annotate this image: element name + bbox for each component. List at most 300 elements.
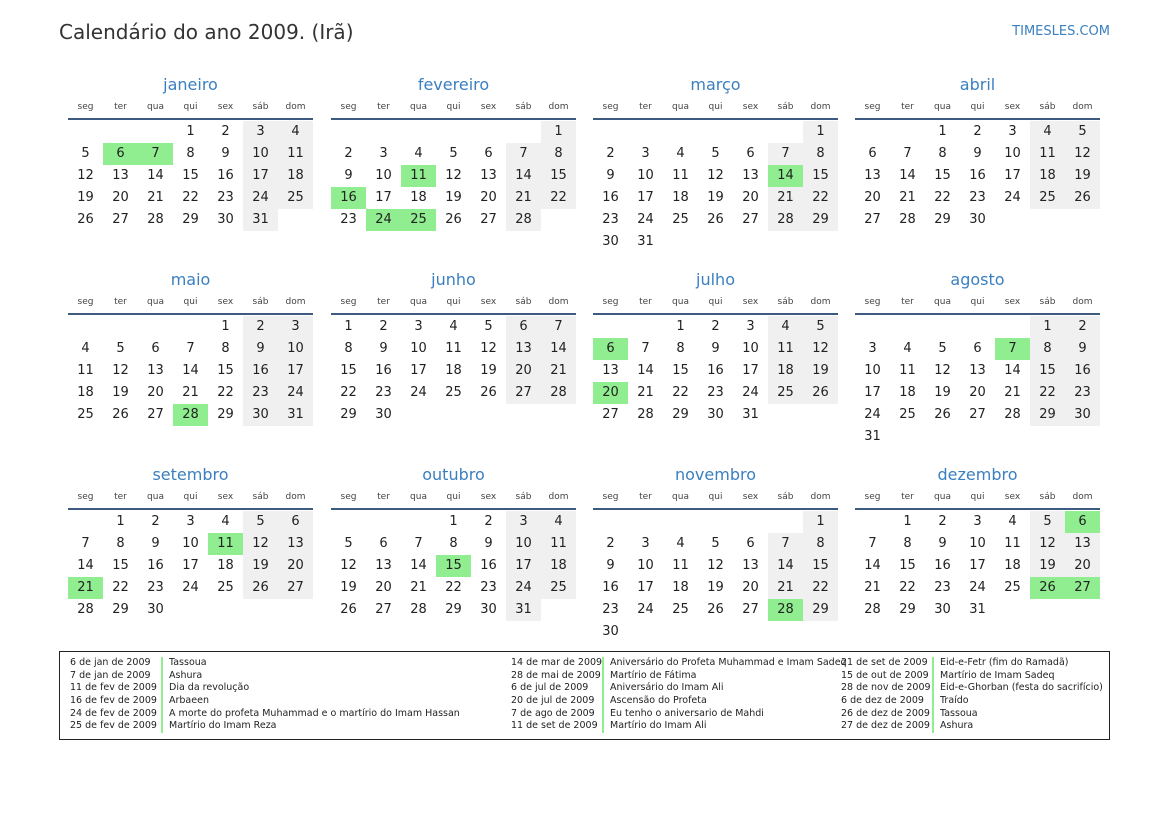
holiday-date: 6 de jan de 2009 (70, 657, 151, 668)
day-cell: 16 (147, 558, 164, 573)
day-grid (68, 511, 313, 621)
day-cell: 6 (868, 146, 877, 161)
month-agosto (855, 269, 1100, 448)
holiday-entry (841, 695, 1103, 708)
day-cell: 14 (541, 338, 576, 360)
day-cell: 17 (637, 580, 654, 595)
day-cell: 21 (541, 360, 576, 382)
day-cell: 18 (672, 190, 689, 205)
holiday-date: 7 de ago de 2009 (511, 707, 595, 719)
day-cell: 5 (803, 316, 838, 338)
day-cell: 8 (803, 533, 838, 555)
weekday-label: seg (602, 297, 619, 307)
holiday-name: Martírio do Imam Reza (169, 720, 277, 732)
weekday-label: seg (602, 102, 619, 112)
holiday-day-cell: 15 (436, 555, 471, 577)
holiday-marker (932, 708, 934, 721)
day-cell: 11 (1004, 536, 1021, 551)
day-cell: 31 (637, 234, 654, 249)
day-cell: 9 (221, 146, 230, 161)
holiday-date: 15 de out de 2009 (841, 669, 929, 681)
day-cell: 6 (746, 146, 755, 161)
holiday-marker (932, 682, 934, 695)
month-janeiro (68, 74, 313, 231)
day-cell: 19 (480, 363, 497, 378)
day-cell: 7 (903, 146, 912, 161)
holiday-day-cell: 6 (103, 143, 138, 165)
day-cell: 11 (768, 338, 803, 360)
holiday-column-1 (70, 657, 460, 733)
day-cell: 18 (1004, 558, 1021, 573)
day-cell: 17 (375, 190, 392, 205)
day-cell: 27 (375, 602, 392, 617)
day-cell: 19 (1065, 165, 1100, 187)
day-cell: 8 (1030, 338, 1065, 360)
day-cell: 18 (768, 360, 803, 382)
day-cell: 22 (182, 190, 199, 205)
holiday-date: 16 de fev de 2009 (70, 695, 157, 707)
day-cell: 28 (768, 209, 803, 231)
day-grid (68, 316, 313, 426)
empty-cell (506, 121, 541, 143)
day-cell: 20 (742, 580, 759, 595)
day-cell: 21 (768, 577, 803, 599)
day-cell: 30 (480, 602, 497, 617)
day-cell: 7 (506, 143, 541, 165)
day-cell: 30 (243, 404, 278, 426)
day-cell: 28 (410, 602, 427, 617)
holiday-name: A morte do profeta Muhammad e o martírio do Imam Hassan (169, 707, 460, 719)
day-cell: 21 (1004, 385, 1021, 400)
day-cell: 25 (672, 602, 689, 617)
weekday-label: sex (480, 492, 497, 502)
weekday-label: seg (602, 492, 619, 502)
day-cell: 17 (742, 363, 759, 378)
day-cell: 16 (969, 168, 986, 183)
day-cell: 14 (182, 363, 199, 378)
day-cell: 26 (77, 212, 94, 227)
day-cell: 8 (449, 536, 458, 551)
weekday-header (855, 291, 1100, 315)
holiday-date: 20 de jul de 2009 (511, 695, 595, 707)
weekday-header (593, 291, 838, 315)
empty-cell (960, 316, 995, 338)
empty-cell (173, 316, 208, 338)
day-cell: 31 (278, 404, 313, 426)
day-cell: 20 (375, 580, 392, 595)
weekday-label: sáb (1039, 492, 1056, 502)
day-cell: 16 (375, 363, 392, 378)
day-cell: 26 (480, 385, 497, 400)
day-cell: 1 (116, 514, 125, 529)
day-cell: 26 (340, 602, 357, 617)
day-cell: 26 (707, 212, 724, 227)
day-cell: 13 (506, 338, 541, 360)
month-maio (68, 269, 313, 426)
weekday-header (855, 96, 1100, 120)
empty-cell (366, 511, 401, 533)
day-cell: 5 (449, 146, 458, 161)
day-cell: 10 (637, 168, 654, 183)
day-cell: 11 (672, 168, 689, 183)
day-cell: 25 (1030, 187, 1065, 209)
day-cell: 15 (672, 363, 689, 378)
holiday-day-cell: 26 (1030, 577, 1065, 599)
weekday-label: dom (1072, 492, 1093, 502)
day-cell: 9 (243, 338, 278, 360)
day-cell: 22 (541, 187, 576, 209)
holiday-day-cell: 7 (995, 338, 1030, 360)
day-cell: 15 (541, 165, 576, 187)
day-cell: 14 (506, 165, 541, 187)
month-name: junho (431, 270, 476, 289)
day-cell: 10 (375, 168, 392, 183)
day-cell: 12 (445, 168, 462, 183)
empty-cell (698, 121, 733, 143)
day-cell: 4 (81, 341, 90, 356)
day-cell: 23 (1065, 382, 1100, 404)
day-cell: 9 (938, 536, 947, 551)
day-cell: 9 (484, 536, 493, 551)
weekday-label: seg (864, 297, 881, 307)
weekday-label: dom (810, 297, 831, 307)
weekday-label: qui (970, 102, 985, 112)
holiday-entry (511, 682, 847, 695)
month-name: setembro (152, 465, 229, 484)
weekday-label: sex (1004, 492, 1021, 502)
day-cell: 10 (637, 558, 654, 573)
day-cell: 18 (77, 385, 94, 400)
weekday-label: sex (480, 102, 497, 112)
day-cell: 27 (602, 407, 619, 422)
day-cell: 20 (742, 190, 759, 205)
day-cell: 10 (969, 536, 986, 551)
holiday-entry (70, 657, 460, 670)
day-cell: 28 (864, 602, 881, 617)
day-cell: 24 (742, 385, 759, 400)
day-cell: 13 (375, 558, 392, 573)
day-cell: 14 (77, 558, 94, 573)
day-cell: 18 (672, 580, 689, 595)
day-cell: 25 (217, 580, 234, 595)
day-cell: 23 (969, 190, 986, 205)
day-cell: 24 (1004, 190, 1021, 205)
day-cell: 29 (112, 602, 129, 617)
day-cell: 20 (969, 385, 986, 400)
day-cell: 7 (868, 536, 877, 551)
empty-cell (103, 121, 138, 143)
day-cell: 10 (278, 338, 313, 360)
empty-cell (855, 511, 890, 533)
weekday-header (68, 291, 313, 315)
weekday-label: ter (114, 102, 127, 112)
weekday-label: qua (147, 102, 164, 112)
weekday-label: sex (1004, 102, 1021, 112)
day-cell: 24 (506, 577, 541, 599)
day-cell: 31 (243, 209, 278, 231)
empty-cell (138, 121, 173, 143)
day-cell: 11 (672, 558, 689, 573)
weekday-label: seg (864, 492, 881, 502)
holiday-entry (511, 695, 847, 708)
day-cell: 27 (742, 212, 759, 227)
day-cell: 3 (278, 316, 313, 338)
holiday-date: 26 de dez de 2009 (841, 707, 930, 719)
holiday-entry (70, 708, 460, 721)
month-name: janeiro (163, 75, 218, 94)
weekday-label: seg (340, 102, 357, 112)
day-cell: 22 (803, 187, 838, 209)
day-cell: 24 (637, 602, 654, 617)
day-cell: 22 (445, 580, 462, 595)
day-cell: 10 (410, 341, 427, 356)
weekday-label: ter (639, 297, 652, 307)
day-cell: 15 (1030, 360, 1065, 382)
weekday-label: sáb (515, 102, 532, 112)
day-cell: 13 (602, 363, 619, 378)
day-cell: 1 (344, 319, 353, 334)
day-cell: 12 (707, 168, 724, 183)
weekday-label: dom (285, 492, 306, 502)
day-cell: 26 (803, 382, 838, 404)
day-cell: 8 (903, 536, 912, 551)
holiday-marker (602, 682, 604, 695)
day-cell: 18 (278, 165, 313, 187)
holiday-column-3 (841, 657, 1103, 733)
day-cell: 9 (606, 558, 615, 573)
day-cell: 2 (151, 514, 160, 529)
weekday-header (593, 486, 838, 510)
day-cell: 21 (182, 385, 199, 400)
holiday-day-cell: 16 (331, 187, 366, 209)
day-cell: 25 (672, 212, 689, 227)
empty-cell (698, 511, 733, 533)
day-grid (331, 511, 576, 621)
day-grid (593, 316, 838, 426)
day-cell: 8 (344, 341, 353, 356)
day-cell: 16 (243, 360, 278, 382)
day-grid (855, 511, 1100, 621)
day-cell: 14 (410, 558, 427, 573)
holiday-entry (841, 657, 1103, 670)
day-cell: 19 (112, 385, 129, 400)
day-cell: 8 (116, 536, 125, 551)
weekday-label: qua (672, 492, 689, 502)
day-cell: 12 (1030, 533, 1065, 555)
day-cell: 21 (864, 580, 881, 595)
holiday-date: 11 de set de 2009 (511, 720, 598, 732)
day-cell: 25 (445, 385, 462, 400)
empty-cell (471, 121, 506, 143)
empty-cell (103, 316, 138, 338)
day-cell: 26 (934, 407, 951, 422)
day-cell: 28 (899, 212, 916, 227)
empty-cell (331, 121, 366, 143)
holiday-day-cell: 28 (173, 404, 208, 426)
weekday-label: qua (672, 297, 689, 307)
weekday-header (331, 291, 576, 315)
holiday-date: 6 de jul de 2009 (511, 682, 589, 694)
day-cell: 25 (899, 407, 916, 422)
day-cell: 3 (506, 511, 541, 533)
day-cell: 27 (969, 407, 986, 422)
holiday-day-cell: 6 (1065, 511, 1100, 533)
day-cell: 17 (506, 555, 541, 577)
weekday-label: qui (183, 492, 198, 502)
day-cell: 17 (243, 165, 278, 187)
day-cell: 16 (602, 190, 619, 205)
day-cell: 1 (186, 124, 195, 139)
brand-link[interactable]: TIMESLES.COM (1012, 24, 1110, 39)
holiday-name: Martírio de Imam Sadeq (940, 669, 1055, 681)
day-cell: 1 (803, 511, 838, 533)
day-cell: 10 (243, 143, 278, 165)
day-cell: 23 (217, 190, 234, 205)
day-cell: 14 (637, 363, 654, 378)
day-cell: 22 (112, 580, 129, 595)
day-cell: 17 (410, 363, 427, 378)
day-cell: 17 (864, 385, 881, 400)
weekday-label: dom (810, 102, 831, 112)
day-cell: 10 (864, 363, 881, 378)
weekday-label: seg (77, 102, 94, 112)
month-name: abril (959, 75, 996, 94)
day-cell: 22 (340, 385, 357, 400)
month-novembro (593, 464, 838, 643)
month-abril (855, 74, 1100, 231)
day-cell: 7 (541, 316, 576, 338)
day-cell: 13 (969, 363, 986, 378)
holiday-marker (161, 695, 163, 708)
weekday-label: qua (147, 297, 164, 307)
empty-cell (768, 511, 803, 533)
day-cell: 2 (484, 514, 493, 529)
day-cell: 2 (243, 316, 278, 338)
day-cell: 6 (151, 341, 160, 356)
day-cell: 3 (641, 146, 650, 161)
day-cell: 6 (973, 341, 982, 356)
weekday-header (331, 486, 576, 510)
weekday-label: qui (183, 297, 198, 307)
weekday-label: qui (446, 102, 461, 112)
empty-cell (593, 316, 628, 338)
day-cell: 11 (1030, 143, 1065, 165)
holiday-marker (161, 708, 163, 721)
day-cell: 29 (672, 407, 689, 422)
day-cell: 24 (969, 580, 986, 595)
day-cell: 22 (899, 580, 916, 595)
weekday-label: dom (1072, 297, 1093, 307)
day-cell: 15 (217, 363, 234, 378)
day-cell: 16 (1065, 360, 1100, 382)
day-cell: 28 (506, 209, 541, 231)
weekday-label: ter (639, 102, 652, 112)
empty-cell (401, 511, 436, 533)
holiday-date: 27 de dez de 2009 (841, 720, 930, 732)
day-cell: 4 (768, 316, 803, 338)
weekday-label: ter (901, 492, 914, 502)
weekday-label: sáb (515, 492, 532, 502)
day-cell: 28 (147, 212, 164, 227)
holiday-marker (161, 682, 163, 695)
day-cell: 7 (768, 533, 803, 555)
day-grid (593, 121, 838, 253)
day-cell: 13 (278, 533, 313, 555)
month-name: maio (170, 270, 211, 289)
day-cell: 18 (217, 558, 234, 573)
day-cell: 21 (506, 187, 541, 209)
day-cell: 25 (77, 407, 94, 422)
weekday-label: seg (864, 102, 881, 112)
holiday-name: Martírio do Imam Ali (610, 720, 707, 732)
weekday-label: dom (285, 297, 306, 307)
holiday-name: Martírio de Fátima (610, 669, 697, 681)
day-cell: 4 (676, 536, 685, 551)
holiday-date: 28 de mai de 2009 (511, 669, 601, 681)
day-cell: 11 (445, 341, 462, 356)
empty-cell (663, 121, 698, 143)
day-cell: 17 (969, 558, 986, 573)
day-cell: 15 (182, 168, 199, 183)
weekday-label: sáb (252, 102, 269, 112)
day-cell: 22 (934, 190, 951, 205)
holiday-marker (602, 708, 604, 721)
day-cell: 24 (410, 385, 427, 400)
day-cell: 6 (379, 536, 388, 551)
day-cell: 2 (938, 514, 947, 529)
day-cell: 30 (1065, 404, 1100, 426)
day-cell: 30 (217, 212, 234, 227)
weekday-label: sex (217, 492, 234, 502)
holiday-entry (511, 720, 847, 733)
holiday-entry (70, 695, 460, 708)
month-name: novembro (675, 465, 756, 484)
weekday-label: qui (708, 492, 723, 502)
day-cell: 16 (480, 558, 497, 573)
day-cell: 4 (221, 514, 230, 529)
holiday-entry (841, 670, 1103, 683)
day-cell: 5 (938, 341, 947, 356)
weekday-header (68, 96, 313, 120)
empty-cell (855, 316, 890, 338)
holiday-date: 21 de set de 2009 (841, 657, 928, 668)
holiday-marker (932, 657, 934, 670)
weekday-label: seg (340, 492, 357, 502)
weekday-label: ter (377, 102, 390, 112)
day-cell: 19 (707, 580, 724, 595)
holiday-marker (161, 670, 163, 683)
day-cell: 9 (711, 341, 720, 356)
weekday-label: qua (934, 102, 951, 112)
weekday-label: sáb (1039, 297, 1056, 307)
day-cell: 10 (182, 536, 199, 551)
weekday-label: sex (742, 297, 759, 307)
holiday-entry (841, 720, 1103, 733)
empty-cell (366, 121, 401, 143)
day-cell: 2 (221, 124, 230, 139)
empty-cell (628, 121, 663, 143)
day-cell: 18 (899, 385, 916, 400)
day-cell: 12 (707, 558, 724, 573)
weekday-label: qui (446, 492, 461, 502)
holiday-name: Aniversário do Profeta Muhammad e Imam Sadeq (610, 657, 847, 668)
day-cell: 6 (746, 536, 755, 551)
day-cell: 27 (278, 577, 313, 599)
weekday-label: seg (77, 297, 94, 307)
day-cell: 16 (934, 558, 951, 573)
day-cell: 30 (707, 407, 724, 422)
day-cell: 19 (707, 190, 724, 205)
